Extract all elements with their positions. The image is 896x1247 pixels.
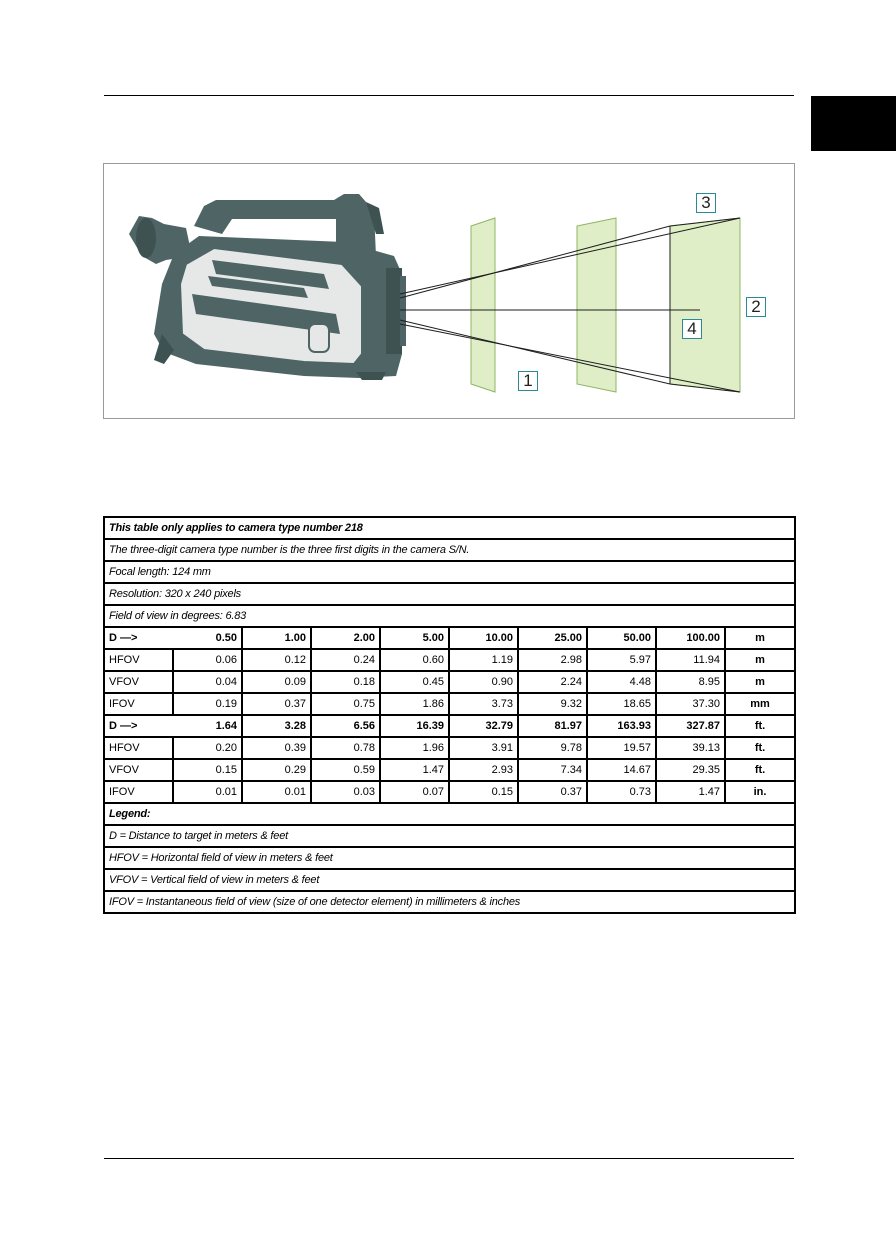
cell-value: 0.19 [173, 693, 242, 715]
legend-item: HFOV = Horizontal field of view in meters & feet [104, 847, 795, 869]
unit-cell: m [725, 671, 795, 693]
cell-value: 4.48 [587, 671, 656, 693]
legend-item: VFOV = Vertical field of view in meters & feet [104, 869, 795, 891]
cell-value: 0.60 [380, 649, 449, 671]
cell-value: 0.07 [380, 781, 449, 803]
cell-value: 5.00 [380, 627, 449, 649]
unit-cell: in. [725, 781, 795, 803]
cell-value: 32.79 [449, 715, 518, 737]
cell-value: 0.04 [173, 671, 242, 693]
chapter-tab [811, 96, 896, 151]
callout-2: 2 [746, 297, 766, 317]
callout-1: 1 [518, 371, 538, 391]
row-label: D —> [109, 720, 138, 732]
cell-value: 1.96 [380, 737, 449, 759]
cell-value: 0.75 [311, 693, 380, 715]
callout-4: 4 [682, 319, 702, 339]
row-label: D —> [109, 632, 138, 644]
cell-value: 0.15 [173, 759, 242, 781]
unit-cell: ft. [725, 759, 795, 781]
cell-value: 7.34 [518, 759, 587, 781]
legend-item: D = Distance to target in meters & feet [104, 825, 795, 847]
cell-value: 25.00 [518, 627, 587, 649]
header-rule [104, 95, 794, 96]
cell-value: 0.90 [449, 671, 518, 693]
cell-value: 327.87 [656, 715, 725, 737]
table-title: This table only applies to camera type number 218 [104, 517, 795, 539]
cell-value: 163.93 [587, 715, 656, 737]
cell-value: 2.98 [518, 649, 587, 671]
cell-value: 6.56 [311, 715, 380, 737]
metric-vfov-row [104, 671, 795, 693]
table-note: The three-digit camera type number is the three first digits in the camera S/N. [104, 539, 795, 561]
cell-value: 14.67 [587, 759, 656, 781]
cell-value: 0.24 [311, 649, 380, 671]
cell-value: 0.01 [242, 781, 311, 803]
cell-value: 1.19 [449, 649, 518, 671]
cell-value: 9.32 [518, 693, 587, 715]
imperial-hfov-row [104, 737, 795, 759]
cell-value: 2.93 [449, 759, 518, 781]
cell-value: 100.00 [656, 627, 725, 649]
target-plane-3 [670, 218, 740, 392]
cell-value: 0.73 [587, 781, 656, 803]
cell-value: 0.59 [311, 759, 380, 781]
cell-value: 0.03 [311, 781, 380, 803]
metric-hfov-row [104, 649, 795, 671]
cell-value: 2.00 [311, 627, 380, 649]
row-label: HFOV [104, 737, 173, 759]
cell-value: 10.00 [449, 627, 518, 649]
cell-value: 3.91 [449, 737, 518, 759]
cell-value: 1.64 [215, 720, 237, 732]
cell-value: 37.30 [656, 693, 725, 715]
cell-value: 81.97 [518, 715, 587, 737]
cell-value: 1.47 [380, 759, 449, 781]
row-label: VFOV [104, 671, 173, 693]
camera-fov-illustration [104, 164, 796, 420]
cell-value: 1.00 [242, 627, 311, 649]
unit-cell: mm [725, 693, 795, 715]
cell-value: 0.01 [173, 781, 242, 803]
distance-cell [104, 715, 242, 737]
footer-rule [104, 1158, 794, 1159]
cell-value: 11.94 [656, 649, 725, 671]
cell-value: 9.78 [518, 737, 587, 759]
cell-value: 0.18 [311, 671, 380, 693]
target-plane-1 [471, 218, 495, 392]
unit-cell: m [725, 649, 795, 671]
cell-value: 0.12 [242, 649, 311, 671]
cell-value: 0.78 [311, 737, 380, 759]
cell-value: 1.86 [380, 693, 449, 715]
imperial-ifov-row [104, 781, 795, 803]
unit-cell: ft. [725, 737, 795, 759]
cell-value: 0.06 [173, 649, 242, 671]
cell-value: 0.45 [380, 671, 449, 693]
metric-distance-row [104, 627, 795, 649]
field-of-view-figure [103, 163, 795, 419]
cell-value: 3.73 [449, 693, 518, 715]
callout-3: 3 [696, 193, 716, 213]
row-label: HFOV [104, 649, 173, 671]
cell-value: 18.65 [587, 693, 656, 715]
table-note: Field of view in degrees: 6.83 [104, 605, 795, 627]
cell-value: 5.97 [587, 649, 656, 671]
row-label: VFOV [104, 759, 173, 781]
cell-value: 0.09 [242, 671, 311, 693]
metric-ifov-row [104, 693, 795, 715]
unit-cell: ft. [725, 715, 795, 737]
cell-value: 8.95 [656, 671, 725, 693]
imperial-vfov-row [104, 759, 795, 781]
cell-value: 0.29 [242, 759, 311, 781]
cell-value: 0.39 [242, 737, 311, 759]
cell-value: 0.37 [242, 693, 311, 715]
cell-value: 3.28 [242, 715, 311, 737]
cell-value: 2.24 [518, 671, 587, 693]
unit-cell: m [725, 627, 795, 649]
cell-value: 0.20 [173, 737, 242, 759]
cell-value: 39.13 [656, 737, 725, 759]
cell-value: 29.35 [656, 759, 725, 781]
cell-value: 1.47 [656, 781, 725, 803]
cell-value: 50.00 [587, 627, 656, 649]
cell-value: 0.37 [518, 781, 587, 803]
cell-value: 19.57 [587, 737, 656, 759]
cell-value: 16.39 [380, 715, 449, 737]
specification-table [103, 516, 796, 914]
legend-item: IFOV = Instantaneous field of view (size of one detector element) in millimeters & inches [104, 891, 795, 913]
distance-cell [104, 627, 242, 649]
camera-illustration [129, 194, 406, 380]
legend-title: Legend: [104, 803, 795, 825]
imperial-distance-row [104, 715, 795, 737]
row-label: IFOV [104, 693, 173, 715]
row-label: IFOV [104, 781, 173, 803]
table-note: Focal length: 124 mm [104, 561, 795, 583]
cell-value: 0.50 [215, 632, 237, 644]
cell-value: 0.15 [449, 781, 518, 803]
table-note: Resolution: 320 x 240 pixels [104, 583, 795, 605]
